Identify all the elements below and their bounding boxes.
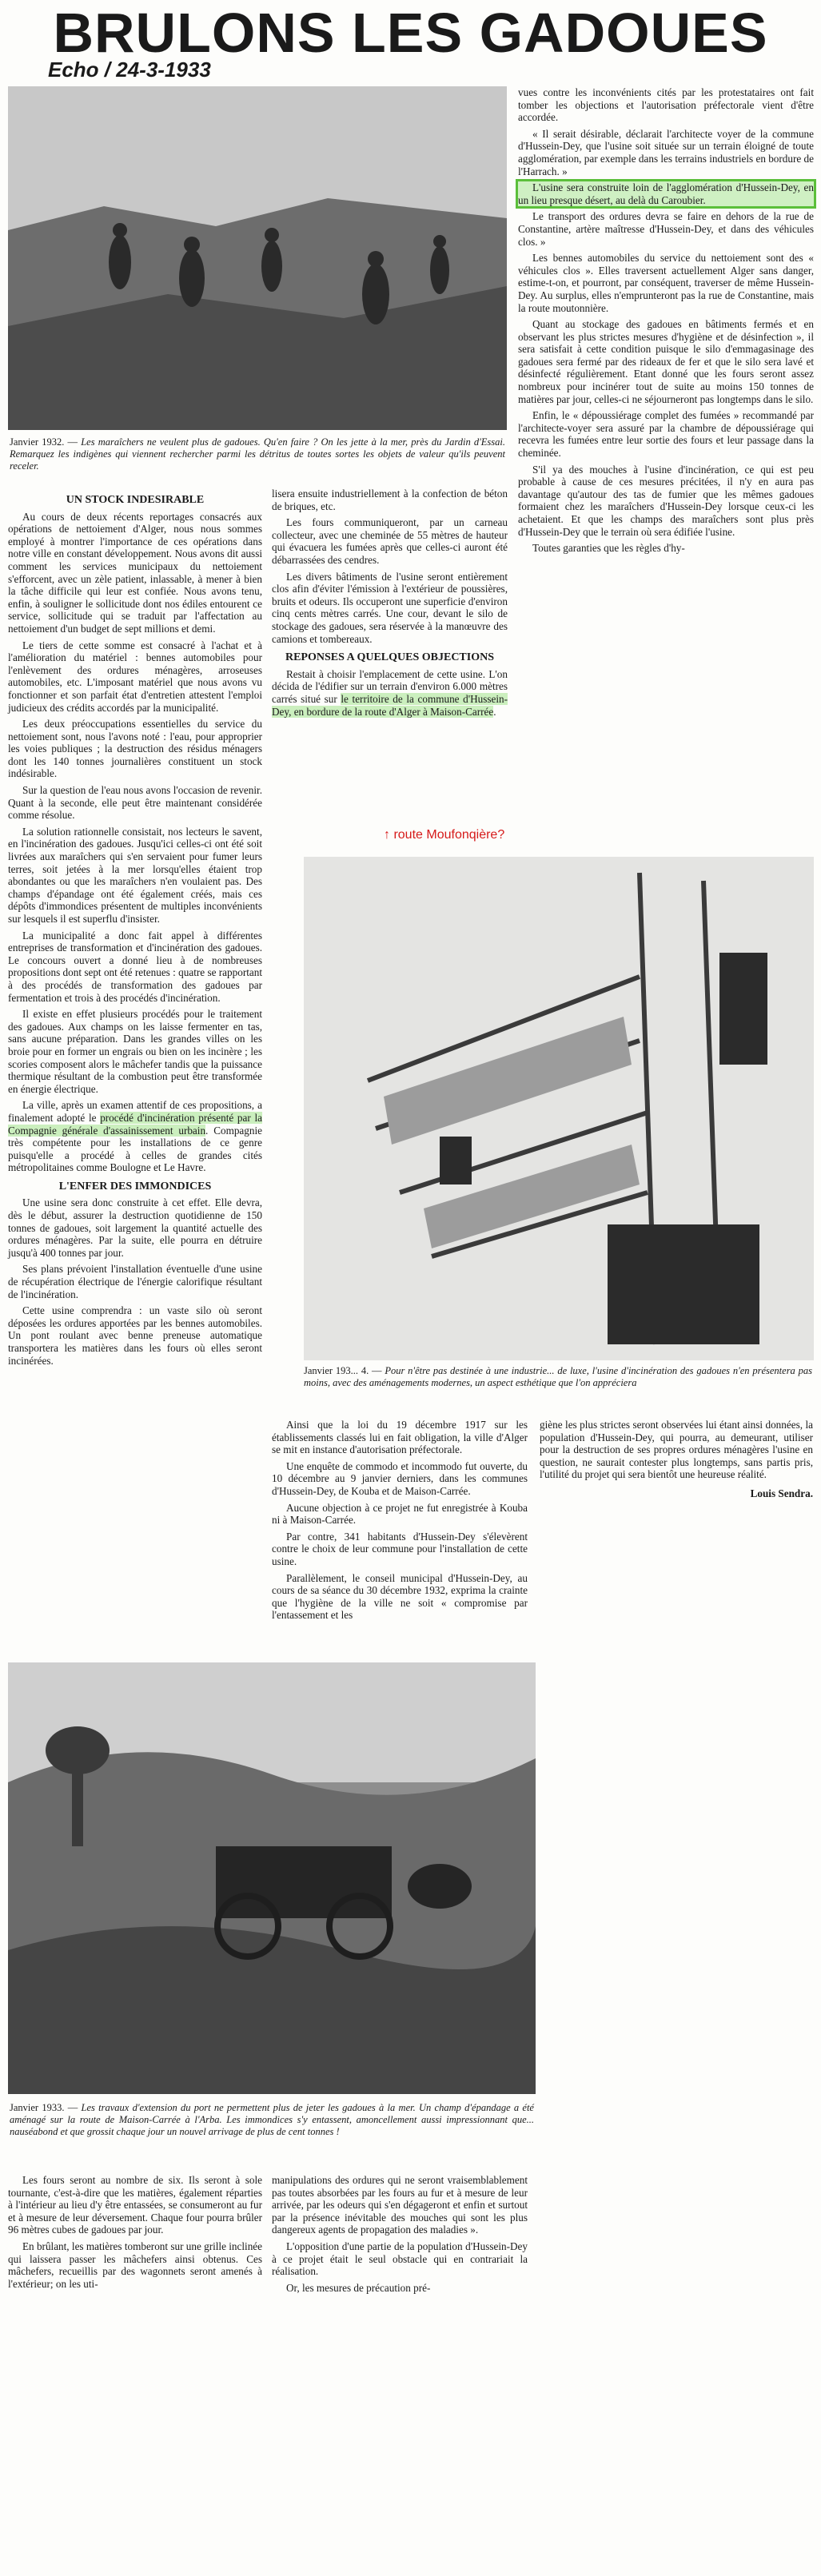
section-heading-objections: REPONSES A QUELQUES OBJECTIONS (285, 651, 495, 664)
factory-drawing-photo (304, 857, 814, 1360)
paragraph: Cette usine comprendra : un vaste silo où seront déposées les ordures apportées par les bennes automobiles. Un pont roulant avec benne preneuse automatique transportera les matières dans les fours où elles seront incinérées. (8, 1304, 262, 1367)
highlight: procédé d'incinération présenté par la Compagnie générale d'assainissement urbain (8, 1111, 262, 1137)
highlight: le territoire de la commune d'Hussein-Dey, en bordure de la route d'Alger à Maison-Carrée (272, 692, 508, 718)
paragraph: Sur la question de l'eau nous avons l'occasion de revenir. Quant à la seconde, elle peut être maintenant considérée comme résolue. (8, 784, 262, 822)
caption-dump-photo: Janvier 1933. — Les travaux d'extension du port ne permettent plus de jeter les gadoues à la mer. Un champ d'épandage a été aménagé sur la route de Maison-Carrée à l'Arba. Les immondices s'y entassent, amoncellement aussi impressionnant que... nauséabond et que grossit chaque jour un nouvel arrivage de plus de cent tonnes ! (10, 2102, 534, 2137)
handwritten-annotation: ↑ route Moufonqière? (384, 828, 505, 842)
dump-photo (8, 1662, 536, 2094)
headline: BRULONS LES GADOUES (53, 2, 768, 64)
paragraph: Le tiers de cette somme est consacré à l'achat et à l'amélioration du matériel : bennes automobiles pour l'enlèvement des ordures ménagères, arroseuses automobiles, etc. L'imposant matériel que nous avons vu fonctionner et son parfait état d'entretien attestent l'emploi judicieux des crédits accordés par la municipalité. (8, 639, 262, 714)
paragraph: Une usine sera donc construite à cet effet. Elle devra, dès le début, assurer la destruction quotidienne de 150 tonnes de gadoues, soit largement la quantité actuelle des ordures ménagères. Par la suite, elle pourra en détruire jusqu'à 400 tonnes par jour. (8, 1196, 262, 1259)
paragraph: Ses plans prévoient l'installation éventuelle d'une usine de récupération électrique de l'énergie calorifique résultant de l'incinération. (8, 1263, 262, 1300)
article-column-bottom-right (272, 2174, 528, 2298)
paragraph: Il existe en effet plusieurs procédés pour le traitement des gadoues. Aux champs on les laisse fermenter en tas, sans aucune préparation. Dans les grandes villes on les broie pour en former un engrais ou bien on les incinère ; les scories composent alors le mâchefer tandis que la puissance thermique résultant de la combustion peut être transformée en énergie électrique. (8, 1008, 262, 1095)
paragraph: Les bennes automobiles du service du nettoiement sont des « véhicules clos ». Elles traversent actuellement Alger sans danger, estime-t-on, et pourront, par conséquent, traverser de même Hussein-Dey. Au surplus, elles n'emprunteront pas la rue de Constantine, mais la route moutonnière. (518, 252, 814, 314)
paragraph: vues contre les inconvénients cités par les protestataires ont fait tomber les objections et l'autorisation préfectorale vient d'être accordée. (518, 86, 814, 124)
section-heading-enfer: L'ENFER DES IMMONDICES (58, 1180, 212, 1192)
paragraph-boxed-highlight: L'usine sera construite loin de l'agglomération d'Hussein-Dey, en un lieu presque désert, au delà du Caroubier. (518, 181, 814, 206)
article-column-mid-left (272, 1419, 528, 1626)
paragraph: Quant au stockage des gadoues en bâtiments fermés et en observant les plus strictes mesures d'hygiène et de désinfection », il sera satisfait à cette condition puisque le silo d'emmagasinage des gadoues sera fermé par des rideaux de fer et que le silo sera lavé et désinfecté régulièrement. Etant donné que les fours seront assez nombreux pour incinérer tout de suite au moins 150 tonnes de matières par jour, celles-ci ne séjourneront pas longtemps dans le silo. (518, 318, 814, 405)
arrow-up-icon: ↑ (384, 828, 390, 842)
paragraph: Une enquête de commodo et incommodo fut ouverte, du 10 décembre au 9 janvier derniers, dans les communes d'Hussein-Dey, de Kouba et de Maison-Carrée. (272, 1459, 528, 1497)
article-column-mid-right (540, 1419, 813, 1500)
caption-factory-photo: Janvier 193... 4. — Pour n'être pas destinée à une industrie... de luxe, l'usine d'incinération des gadoues n'en présentera pas moins, avec des aménagements modernes, un aspect esthétique que l'on appréciera (304, 1365, 812, 1388)
article-column-2 (272, 488, 508, 722)
paragraph: Parallèlement, le conseil municipal d'Hussein-Dey, au cours de sa séance du 30 décembre 1932, exprima la crainte que l'hygiène de la ville ne soit « compromise par l'entassement et les (272, 1571, 528, 1622)
paragraph: Les deux préoccupations essentielles du service du nettoiement sont, nous l'avons noté : l'eau, pour approprier les voies publiques ; la destruction des résidus ménagers dont les 140 tonnes journalières constituent un stock indésirable. (8, 718, 262, 780)
paragraph: L'opposition d'une partie de la population d'Hussein-Dey à ce projet était le seul obstacle qui en contrariait la réalisation. (272, 2240, 528, 2278)
paragraph: Les fours communiqueront, par un carneau collecteur, avec une cheminée de 55 mètres de hauteur qui évacuera les fumées après que celles-ci auront été débarrassées des cendres. (272, 516, 508, 566)
paragraph: Par contre, 341 habitants d'Hussein-Dey s'élevèrent contre le choix de leur commune pour l'installation de cette usine. (272, 1530, 528, 1567)
paragraph: La solution rationnelle consistait, nos lecteurs le savent, en l'incinération des gadoues. Jusqu'ici celles-ci ont été soit livrées aux maraîchers qui s'en servaient pour fumer leurs terres, soit jetées à la mer lorsqu'elles étaient trop abondantes ou que les maraîchers n'en voulaient pas. Des champs d'épandage ont été également créés, mais ces dépôts d'immondices présentent de multiples inconvénients sur lesquels il est superflu d'insister. (8, 825, 262, 925)
paragraph: En brûlant, les matières tomberont sur une grille inclinée qui laissera passer les mâchefers ainsi obtenus. Ces mâchefers, recueillis par des wagonnets seront amenés à l'extérieur; on les uti- (8, 2240, 262, 2290)
paragraph: Au cours de deux récents reportages consacrés aux opérations de nettoiement d'Alger, nous nous sommes employé à montrer l'importance de ces opérations dans notre ville en constant développement. Nous avons dit aussi comment les services municipaux du nettoiement s'efforcent, avec un zèle patient, inlassable, à mener à bien la tâche difficile qui leur est confiée. Nous avons tenu, enfin, à souligner le sollicitude dont nos édiles entourent ce service, sollicitude qui se traduit par l'affectation au nettoiement d'un budget de sept millions et demi. (8, 510, 262, 635)
paragraph: manipulations des ordures qui ne seront vraisemblablement pas toutes absorbées par les fours au fur et à mesure de leur arrivée, par les odeurs qui s'en dégageront et enfin et surtout par la présence inévitable des mouches qui sont les plus dangereux agents de propagation des maladies ». (272, 2174, 528, 2236)
paragraph: Aucune objection à ce projet ne fut enregistrée à Kouba ni à Maison-Carrée. (272, 1501, 528, 1527)
paragraph: Or, les mesures de précaution pré- (286, 2281, 431, 2294)
caption-beach-photo: Janvier 1932. — Les maraîchers ne veulent plus de gadoues. Qu'en faire ? On les jette à la mer, près du Jardin d'Essai. Remarquez les indigènes qui viennent rechercher parmi les détritus de toutes sortes les objets de valeur qu'ils peuvent receler. (10, 436, 505, 472)
section-heading-stock: UN STOCK INDESIRABLE (66, 494, 205, 506)
paragraph: « Il serait désirable, déclarait l'architecte voyer de la commune d'Hussein-Dey, que l'usine soit située sur un terrain éloigné de toute agglomération, par exemple dans les terrains industriels en bordure de l'Harrach. » (518, 127, 814, 177)
paragraph: Toutes garanties que les règles d'hy- (532, 542, 685, 555)
paragraph-highlighted: La ville, après un examen attentif de ces propositions, a finalement adopté le procédé d'incinération présenté par la Compagnie générale d'assainissement urbain. Compagnie très compétente pour les installations de ce genre puisqu'elle a procédé à celles de grandes cités métropolitaines comme Boulogne et Le Havre. (8, 1099, 262, 1174)
paragraph-highlighted: Restait à choisir l'emplacement de cette usine. L'on décida de l'édifier sur un terrain d'environ 6.000 mètres carrés situé sur le territoire de la commune d'Hussein-Dey, en bordure de la route d'Alger à Maison-Carrée. (272, 667, 508, 718)
paragraph: Enfin, le « dépoussiérage complet des fumées » recommandé par l'architecte-voyer sera assuré par la chambre de dépoussiérage qui recevra les fumées entre leur sortie des fours et leur passage dans la cheminée. (518, 409, 814, 460)
handwritten-date: Echo / 24-3-1933 (48, 58, 211, 82)
paragraph: La municipalité a donc fait appel à différentes entreprises de transformation et d'incinération des gadoues. Le concours ouvert a donné lieu à de nombreuses propositions dont sept ont été retenues : quatre se rapportant à des procédés de transformation des gadoues par fermentation et trois à des procédés d'incinération. (8, 929, 262, 1004)
article-column-bottom-left (8, 2174, 262, 2294)
paragraph: S'il ya des mouches à l'usine d'incinération, ce qui est peu probable à cause de ces mesures précitées, il n'y en aura pas davantage qu'autour des tas de fumier que les mêmes gadoues formaient chez les maraîchers d'Hussein-Dey lorsque ceux-ci les achetaient. Et que les champs des maraîchers sont plus près d'Hussein-Dey que le terrain où sera édifiée l'usine. (518, 463, 814, 538)
paragraph: lisera ensuite industriellement à la confection de béton de briques, etc. (272, 488, 508, 512)
paragraph: Les divers bâtiments de l'usine seront entièrement clos afin d'éviter l'émission à l'extérieur de poussières, bruits et odeurs. Ils occuperont une superficie d'environ cinq cents mètres carrés. Une cour, devant le silo de stockage des gadoues, sera réservée à la manœuvre des camions et tombereaux. (272, 570, 508, 645)
author-signature: Louis Sendra. (750, 1487, 813, 1499)
article-column-3 (518, 86, 814, 559)
paragraph: Ainsi que la loi du 19 décembre 1917 sur les établissements classés lui en fait obligation, la ville d'Alger se mit en instance d'autorisation préfectorale. (272, 1419, 528, 1456)
beach-photo (8, 86, 507, 430)
paragraph: Les fours seront au nombre de six. Ils seront à sole tournante, c'est-à-dire que les matières, également réparties à l'intérieur au lieu d'y être entassées, se consumeront au fur et à mesure de leur déversement. Chaque four pourra brûler 96 mètres cubes de gadoues par jour. (8, 2174, 262, 2236)
article-column-1 (8, 488, 262, 1371)
paragraph: giène les plus strictes seront observées lui étant ainsi données, la population d'Hussein-Dey, qui pourra, au demeurant, utiliser pour la destruction de ses propres ordures ménagères l'usine en question, ne saurait contester plus longtemps, sans partis pris, l'utilité du projet qui sera bientôt une heureuse réalité. (540, 1419, 813, 1481)
paragraph: Le transport des ordures devra se faire en dehors de la rue de Constantine, artère maîtresse d'Hussein-Dey, et dans des véhicules clos. » (518, 210, 814, 248)
